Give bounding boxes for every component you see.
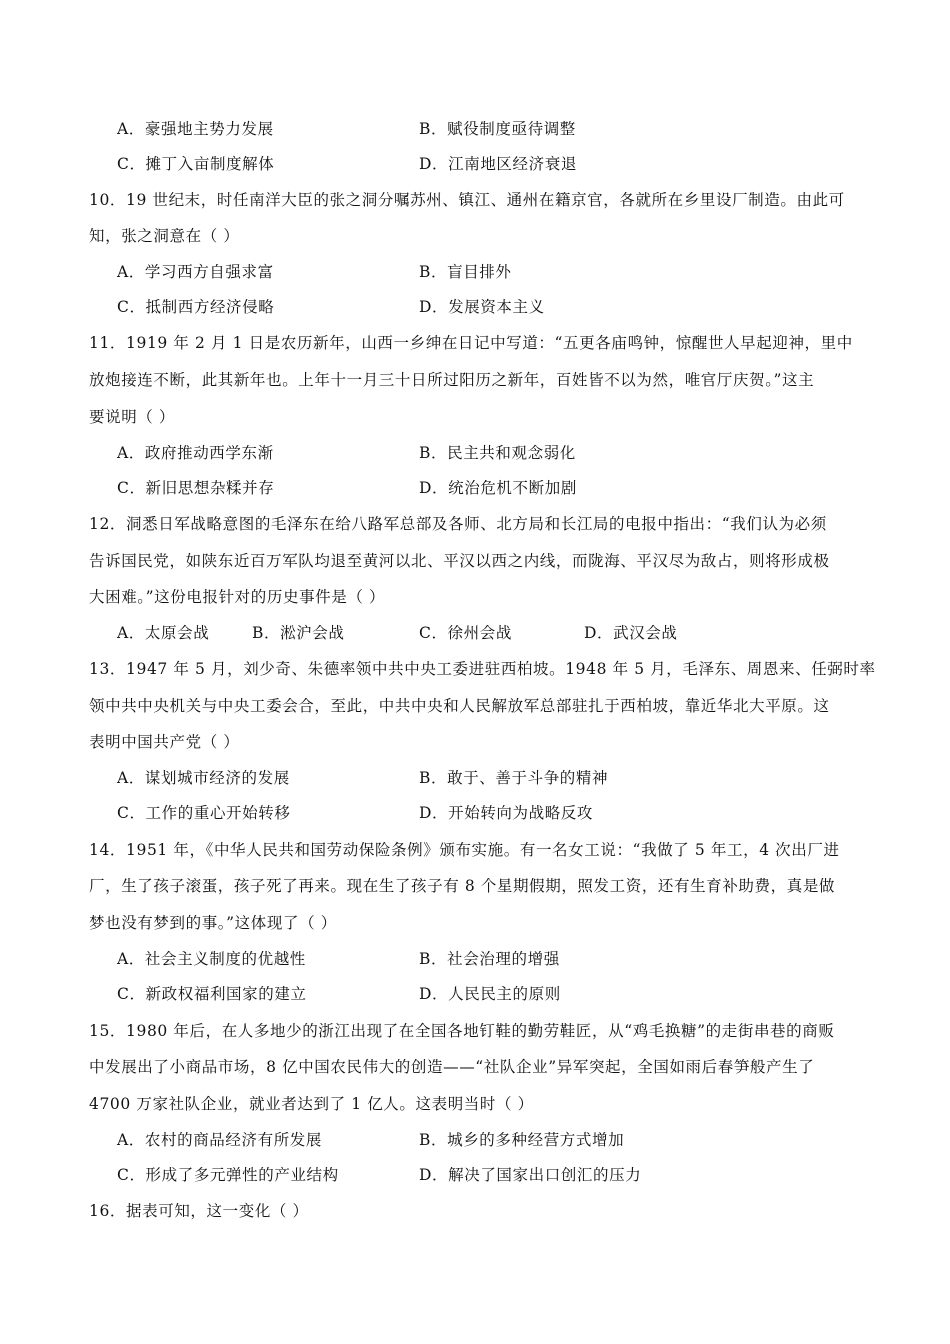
q11-option-c: C．新旧思想杂糅并存 [117,479,275,497]
q12-stem-line: 12．洞悉日军战略意图的毛泽东在给八路军总部及各师、北方局和长江局的电报中指出：“我们认为必须 [89,515,827,533]
q12-option-d: D．武汉会战 [584,624,678,642]
q14-option-a: A．社会主义制度的优越性 [117,950,306,968]
q13-stem-line: 表明中国共产党（ ） [89,733,240,751]
q14-stem-line: 厂，生了孩子滚蛋，孩子死了再来。现在生了孩子有 8 个星期假期，照发工资，还有生育补助费，真是做 [89,877,836,895]
q10-option-b: B．盲目排外 [419,263,512,281]
q13-stem-line: 领中共中央机关与中央工委会合，至此，中共中央和人民解放军总部驻扎于西柏坡，靠近华北大平原。这 [89,697,830,715]
q12-stem-line: 大困难。”这份电报针对的历史事件是（ ） [89,588,386,606]
q13-option-a: A．谋划城市经济的发展 [117,769,290,787]
q12-option-b: B．淞沪会战 [252,624,345,642]
q11-option-a: A．政府推动西学东渐 [117,444,274,462]
q11-option-b: B．民主共和观念弱化 [419,444,576,462]
q16-stem-line: 16．据表可知，这一变化（ ） [89,1202,309,1220]
q14-stem-line: 梦也没有梦到的事。”这体现了（ ） [89,914,337,932]
q13-option-d: D．开始转向为战略反攻 [419,804,594,822]
q14-option-c: C．新政权福利国家的建立 [117,985,307,1003]
q12-stem-line: 告诉国民党，如陕东近百万军队均退至黄河以北、平汉以西之内线，而陇海、平汉尽为敌占，则将形成极 [89,552,830,570]
q10-stem-line: 知，张之洞意在（ ） [89,227,240,245]
q9-option-c: C．摊丁入亩制度解体 [117,155,275,173]
q10-stem-line: 10．19 世纪末，时任南洋大臣的张之洞分嘱苏州、镇江、通州在籍京官，各就所在乡里设厂制造。由此可 [89,191,845,209]
q12-option-a: A．太原会战 [117,624,210,642]
q14-option-b: B．社会治理的增强 [419,950,560,968]
q13-stem-line: 13．1947 年 5 月，刘少奇、朱德率领中共中央工委进驻西柏坡。1948 年 5 月，毛泽东、周恩来、任弼时率 [89,660,876,678]
q12-option-c: C．徐州会战 [419,624,512,642]
q15-option-c: C．形成了多元弹性的产业结构 [117,1166,339,1184]
q15-stem-line: 4700 万家社队企业，就业者达到了 1 亿人。这表明当时（ ） [89,1095,534,1113]
q11-stem-line: 放炮接连不断，此其新年也。上年十一月三十日所过阳历之新年，百姓皆不以为然，唯官厅庆贺。”这主 [89,371,815,389]
q13-option-b: B．敢于、善于斗争的精神 [419,769,609,787]
q14-stem-line: 14．1951 年，《中华人民共和国劳动保险条例》颁布实施。有一名女工说：“我做了 5 年工，4 次出厂进 [89,841,840,859]
q9-option-d: D．江南地区经济衰退 [419,155,577,173]
q10-option-d: D．发展资本主义 [419,298,545,316]
q9-option-a: A．豪强地主势力发展 [117,120,274,138]
q11-stem-line: 要说明（ ） [89,408,176,426]
q9-option-b: B．赋役制度亟待调整 [419,120,576,138]
q13-option-c: C．工作的重心开始转移 [117,804,291,822]
q15-stem-line: 15．1980 年后，在人多地少的浙江出现了在全国各地钉鞋的勤劳鞋匠，从“鸡毛换糖”的走街串巷的商贩 [89,1022,835,1040]
q11-option-d: D．统治危机不断加剧 [419,479,577,497]
q15-option-d: D．解决了国家出口创汇的压力 [419,1166,642,1184]
q14-option-d: D．人民民主的原则 [419,985,561,1003]
q15-stem-line: 中发展出了小商品市场，8 亿中国农民伟大的创造——“社队企业”异军突起，全国如雨后春笋般产生了 [89,1058,815,1076]
q10-option-a: A．学习西方自强求富 [117,263,274,281]
q11-stem-line: 11．1919 年 2 月 1 日是农历新年，山西一乡绅在日记中写道：“五更各庙鸣钟，惊醒世人早起迎神，里中 [89,334,853,352]
q10-option-c: C．抵制西方经济侵略 [117,298,275,316]
q15-option-a: A．农村的商品经济有所发展 [117,1131,322,1149]
q15-option-b: B．城乡的多种经营方式增加 [419,1131,625,1149]
